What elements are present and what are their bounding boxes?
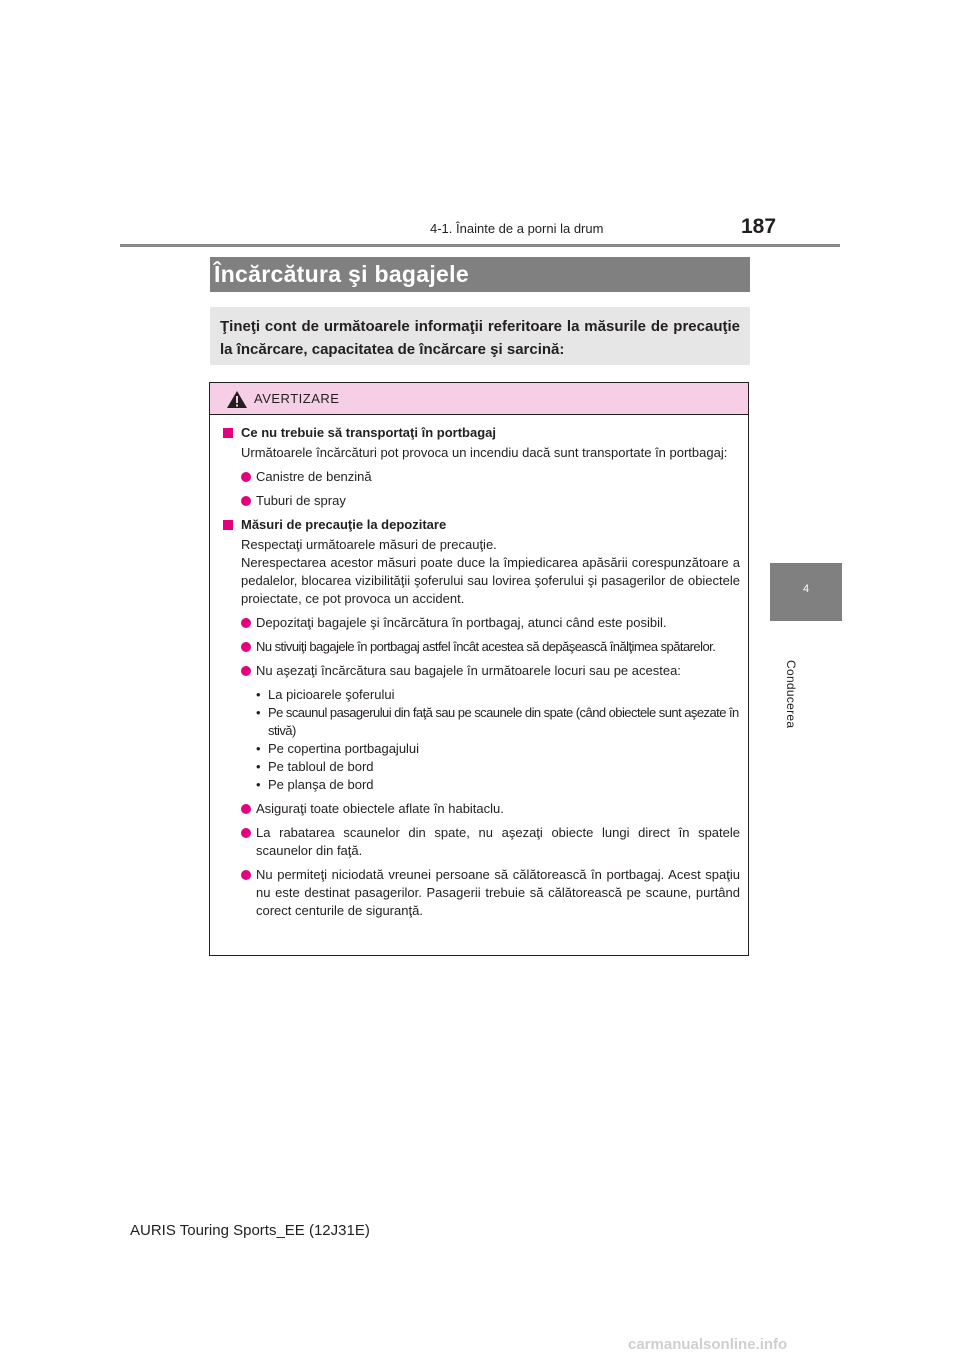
warning-box bbox=[209, 382, 749, 956]
intro-text: Ţineţi cont de următoarele informaţii referitoare la măsurile de precauţie la încărcare, capacitatea de încărcare şi sarcină: bbox=[220, 318, 740, 358]
list-item-text: Nu aşezaţi încărcătura sau bagajele în următoarele locuri sau pe acestea: bbox=[256, 663, 681, 678]
chapter-tab-number: 4 bbox=[802, 583, 810, 595]
sub-list-item-text: Pe copertina portbagajului bbox=[268, 741, 420, 756]
watermark: carmanualsonline.info bbox=[628, 1336, 788, 1353]
sub-list-item-text: Pe planşa de bord bbox=[268, 777, 374, 792]
warning-label: AVERTIZARE bbox=[254, 391, 340, 406]
sub-list-item-text: Pe tabloul de bord bbox=[268, 759, 374, 774]
list-item-text: Canistre de benzină bbox=[256, 469, 372, 484]
section-heading-text: Măsuri de precauţie la depozitare bbox=[241, 517, 447, 532]
list-item-text: Nu stivuiţi bagajele în portbagaj astfel încât acestea să depăşească înălţimea spătarelor. bbox=[256, 639, 716, 654]
square-bullet-icon bbox=[223, 428, 233, 438]
small-bullet-icon: • bbox=[256, 741, 261, 756]
section-title: Încărcătura şi bagajele bbox=[214, 261, 469, 287]
round-bullet-icon bbox=[241, 666, 251, 676]
sub-list-item bbox=[210, 686, 748, 704]
header-section-title: 4-1. Înainte de a porni la drum bbox=[430, 221, 604, 236]
sub-list-item bbox=[210, 758, 748, 776]
warning-paragraph: Următoarele încărcături pot provoca un incendiu dacă sunt transportate în portbagaj: bbox=[241, 445, 728, 460]
warning-paragraph: Respectaţi următoarele măsuri de precauţie. bbox=[241, 537, 497, 552]
round-bullet-icon bbox=[241, 870, 251, 880]
sub-list-item bbox=[210, 740, 748, 758]
intro-box bbox=[210, 307, 750, 365]
page-number: 187 bbox=[741, 215, 777, 238]
sub-list-item-text: La picioarele şoferului bbox=[268, 687, 395, 702]
list-item bbox=[210, 800, 748, 818]
warning-body bbox=[210, 424, 748, 920]
section-heading-text: Ce nu trebuie să transportaţi în portbagaj bbox=[241, 425, 496, 440]
list-item-text: La rabatarea scaunelor din spate, nu aşezaţi obiecte lungi direct în spatele scaunelor din faţă. bbox=[256, 825, 740, 858]
round-bullet-icon bbox=[241, 804, 251, 814]
warning-section-heading bbox=[210, 516, 748, 534]
warning-header bbox=[210, 383, 748, 415]
list-item bbox=[210, 614, 748, 632]
round-bullet-icon bbox=[241, 828, 251, 838]
footer-model-code: AURIS Touring Sports_EE (12J31E) bbox=[130, 1222, 370, 1239]
list-item bbox=[210, 468, 748, 486]
round-bullet-icon bbox=[241, 496, 251, 506]
list-item-text: Asiguraţi toate obiectele aflate în habitaclu. bbox=[256, 801, 504, 816]
list-item bbox=[210, 662, 748, 680]
sub-list bbox=[210, 686, 748, 794]
header-divider bbox=[120, 244, 840, 247]
sub-list-item bbox=[210, 776, 748, 794]
small-bullet-icon: • bbox=[256, 759, 261, 774]
list-item bbox=[210, 492, 748, 510]
sub-list-item-text: Pe scaunul pasagerului din faţă sau pe scaunele din spate (când obiectele sunt aşezate în stivă) bbox=[268, 705, 739, 738]
list-item bbox=[210, 866, 748, 920]
list-item bbox=[210, 824, 748, 860]
section-title-bar bbox=[210, 257, 750, 292]
sub-list-item bbox=[210, 704, 748, 740]
small-bullet-icon: • bbox=[256, 687, 261, 702]
small-bullet-icon: • bbox=[256, 777, 261, 792]
warning-section-heading bbox=[210, 424, 748, 442]
list-item-text: Depozitaţi bagajele şi încărcătura în portbagaj, atunci când este posibil. bbox=[256, 615, 667, 630]
list-item bbox=[210, 638, 748, 656]
chapter-tab-label: Conducerea bbox=[784, 660, 798, 729]
warning-triangle-icon bbox=[226, 390, 248, 409]
list-item-text: Tuburi de spray bbox=[256, 493, 346, 508]
small-bullet-icon: • bbox=[256, 705, 261, 720]
round-bullet-icon bbox=[241, 642, 251, 652]
warning-paragraph: Nerespectarea acestor măsuri poate duce la împiedicarea apăsării corespunzătoare a pedalelor, blocarea vizibilităţii şoferului sau lovirea şoferului şi pasagerilor de obiectele proiectate, ce pot provoca un accident. bbox=[241, 555, 740, 606]
list-item-text: Nu permiteţi niciodată vreunei persoane să călătorească în portbagaj. Acest spaţiu nu este destinat pasagerilor. Pasagerii trebuie să călătorească pe scaune, purtând corect centurile de siguranţă. bbox=[256, 867, 740, 918]
chapter-tab bbox=[770, 563, 842, 621]
round-bullet-icon bbox=[241, 472, 251, 482]
round-bullet-icon bbox=[241, 618, 251, 628]
square-bullet-icon bbox=[223, 520, 233, 530]
